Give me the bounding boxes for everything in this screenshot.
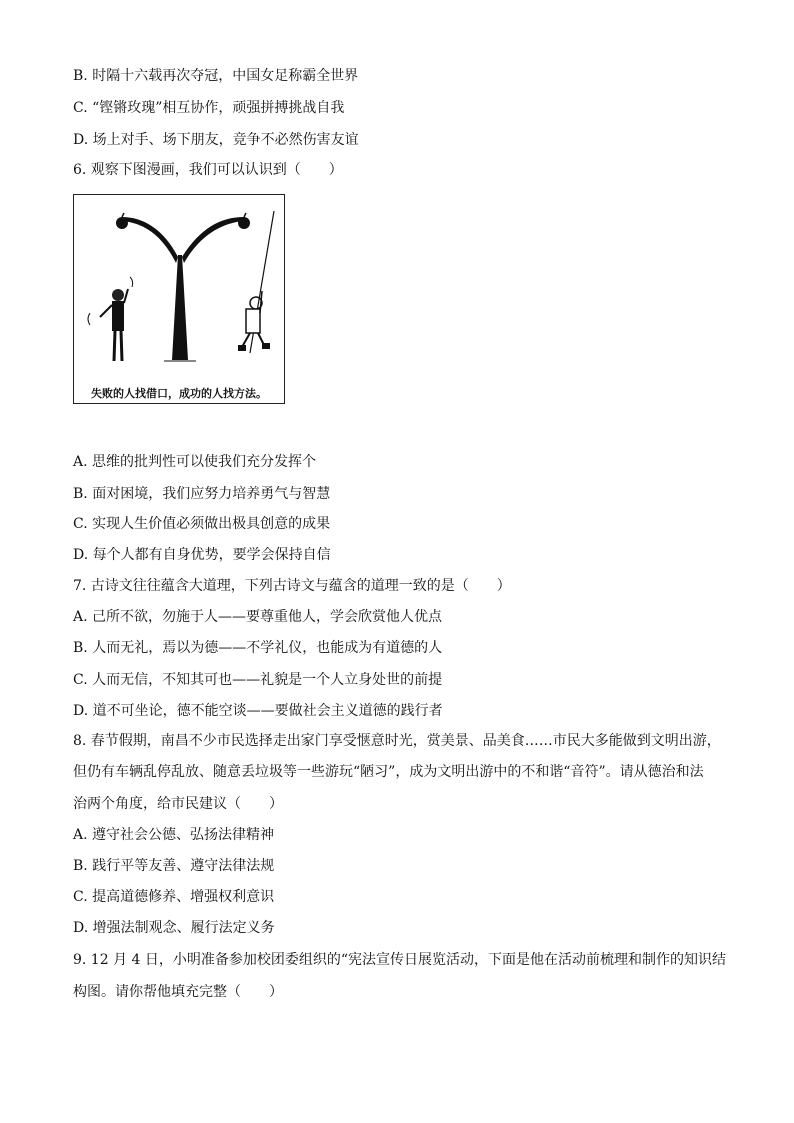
- q7-option-b: B. 人而无礼，焉以为德——不学礼仪，也能成为有道德的人: [73, 640, 443, 656]
- q7-option-c: C. 人而无信，不知其可也——礼貌是一个人立身处世的前提: [73, 672, 443, 688]
- q9-stem-line1: 9. 12 月 4 日，小明准备参加校团委组织的“宪法宣传日展览活动，下面是他在活动前梳理和制作的知识结: [73, 952, 727, 968]
- q7-stem: 7. 古诗文往往蕴含大道理，下列古诗文与蕴含的道理一致的是（ ）: [73, 578, 511, 594]
- q8-option-d: D. 增强法制观念、履行法定义务: [73, 920, 275, 936]
- q6-stem: 6. 观察下图漫画，我们可以认识到（ ）: [73, 162, 343, 178]
- q5-option-c: C. “铿锵玫瑰”相互协作，顽强拼搏挑战自我: [73, 100, 345, 116]
- q8-option-a: A. 遵守社会公德、弘扬法律精神: [73, 827, 275, 843]
- q9-stem-line2: 构图。请你帮他填充完整（ ）: [73, 984, 283, 1000]
- q6-option-c: C. 实现人生价值必须做出极具创意的成果: [73, 516, 331, 532]
- q8-stem-line3: 治两个角度，给市民建议（ ）: [73, 796, 283, 812]
- cartoon-caption: 失败的人找借口，成功的人找方法。: [91, 387, 267, 400]
- q8-option-b: B. 践行平等友善、遵守法律法规: [73, 858, 275, 874]
- q7-option-a: A. 己所不欲，勿施于人——要尊重他人，学会欣赏他人优点: [73, 609, 443, 625]
- cartoon-illustration: [74, 195, 284, 383]
- cartoon-figure: [73, 194, 285, 404]
- q7-option-d: D. 道不可坐论，德不能空谈——要做社会主义道德的践行者: [73, 703, 443, 719]
- q6-option-a: A. 思维的批判性可以使我们充分发挥个: [73, 454, 317, 470]
- q6-option-b: B. 面对困境，我们应努力培养勇气与智慧: [73, 486, 331, 502]
- q8-stem-line1: 8. 春节假期，南昌不少市民选择走出家门享受惬意时光，赏美景、品美食……市民大多能做到文明出游，: [73, 733, 721, 749]
- q5-option-b: B. 时隔十六载再次夺冠，中国女足称霸全世界: [73, 68, 359, 84]
- q8-stem-line2: 但仍有车辆乱停乱放、随意丢垃圾等一些游玩“陋习”，成为文明出游中的不和谐“音符”。请从德治和法: [73, 764, 704, 780]
- q6-option-d: D. 每个人都有自身优势，要学会保持自信: [73, 547, 331, 563]
- q8-option-c: C. 提高道德修养、增强权利意识: [73, 889, 275, 905]
- q5-option-d: D. 场上对手、场下朋友，竞争不必然伤害友谊: [73, 132, 359, 148]
